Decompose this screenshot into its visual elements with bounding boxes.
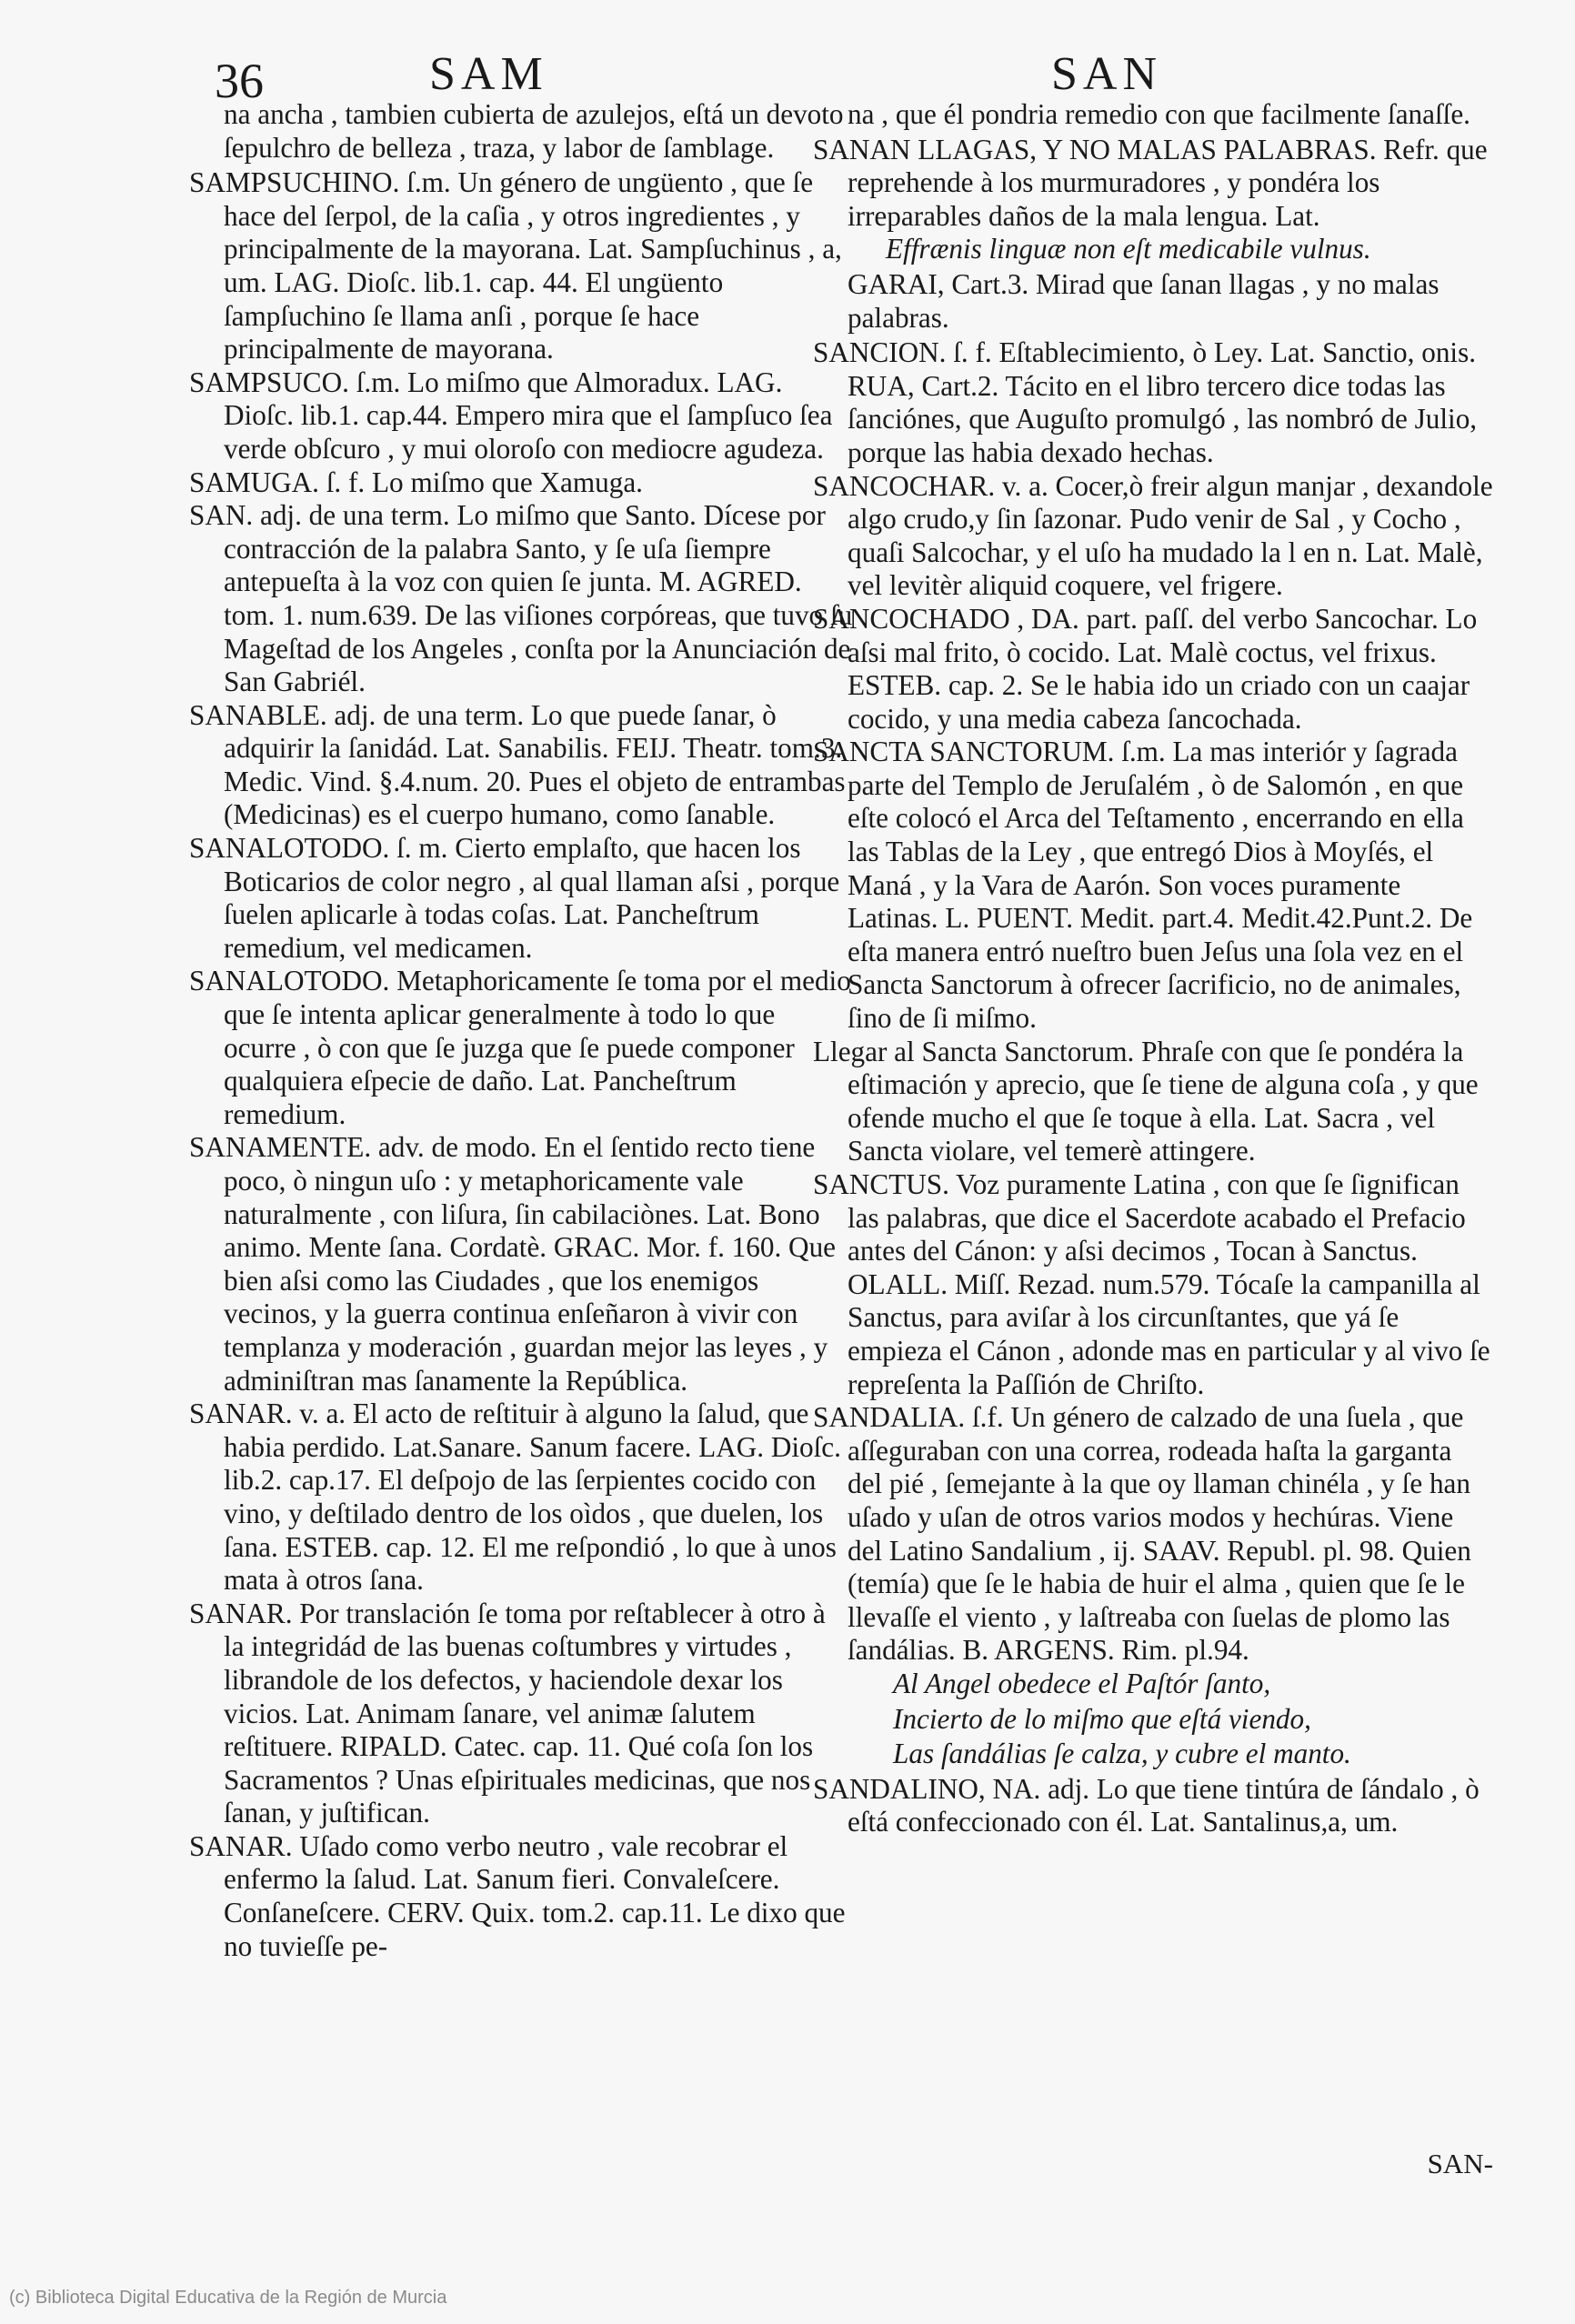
entry-sanable xyxy=(189,699,853,832)
catchword: SAN- xyxy=(1427,2148,1493,2179)
entry-sanar xyxy=(189,1397,853,1598)
entry-text: SANCOCHAR. v. a. Cocer,ò freir algun manjar , dexandole algo crudo,y ſin ſazonar. Pudo venir de Sal , y Cocho , quaſi Salcochar, y el uſo ha mudado la l en n. Lat. Malè, vel levitèr aliquid coquere, vel frigere. xyxy=(813,469,1493,602)
verse-line: Incierto de lo miſmo que eſtá viendo, xyxy=(893,1702,1311,1735)
entry-text: SANAR. Por translación ſe toma por reſtablecer à otro à la integridád de las buenas coſtumbres y virtudes , librandole de los defectos, y haciendole dexar los vicios. Lat. Animam ſanare, vel animæ ſalutem reſtituere. RIPALD. Catec. cap. 11. Qué coſa ſon los Sacramentos ? Unas eſpirituales medicinas, que nos ſanan, y juſtifican. xyxy=(189,1597,826,1829)
entry-sancochar xyxy=(813,470,1493,603)
citation: GARAI, Cart.3. Mirad que ſanan llagas , y no malas palabras. xyxy=(848,267,1440,334)
entry-text: SANCTA SANCTORUM. ſ.m. La mas interiór y ſagrada parte del Templo de Jeruſalém , ò de Salomón , en que eſte colocó el Arca del Teſtamento , encerrando en ella las Tablas de la Ley , que entregó Dios à Moyſés, el Maná , y la Vara de Aarón. Son voces puramente Latinas. L. PUENT. Medit. part.4. Medit.42.Punt.2. De eſta manera entró nueſtro buen Jeſus una ſola vez en el Sancta Sanctorum à ofrecer ſacrificio, no de animales, ſino de ſi miſmo. xyxy=(813,736,1473,1035)
entry-text: SANABLE. adj. de una term. Lo que puede ſanar, ò adquirir la ſanidád. Lat. Sanabilis. FEIJ. Theatr. tom.3. Medic. Vind. §.4.num. 20. Pues el objeto de entrambas (Medicinas) es el cuerpo humano, como ſanable. xyxy=(189,698,846,831)
entry-text: SANAR. v. a. El acto de reſtituir à alguno la ſalud, que habia perdido. Lat.Sanare. Sanum facere. LAG. Dioſc. lib.2. cap.17. El deſpojo de las ſerpientes cocido con vino, y deſtilado dentro de los oìdos , que duelen, los ſana. ESTEB. cap. 12. El me reſpondió , lo que à unos mata à otros ſana. xyxy=(189,1397,841,1597)
verse-line: Al Angel obedece el Paſtór ſanto, xyxy=(893,1667,1271,1699)
entry-sampsuco xyxy=(189,366,853,466)
entry-sanar-translacion xyxy=(189,1598,853,1830)
entry-sandalia xyxy=(813,1401,1493,1668)
entry-sampsuchino xyxy=(189,166,853,366)
entry-text: SAMUGA. ſ. f. Lo miſmo que Xamuga. xyxy=(189,466,643,498)
entry-text: SANCTUS. Voz puramente Latina , con que ſe ſignifican las palabras, que dice el Sacerdote acabado el Prefacio antes del Cánon: y aſsi decimos , Tocan à Sanctus. OLALL. Miſſ. Rezad. num.579. Tócaſe la campanilla al Sanctus, para aviſar à los circunſtantes, que yá ſe empieza el Cánon , adonde mas en particular y al vivo ſe repreſenta la Paſſión de Chriſto. xyxy=(813,1168,1490,1400)
entry-text: SANDALINO, NA. adj. Lo que tiene tintúra de ſándalo , ò eſtá confeccionado con él. Lat. Santalinus,a, um. xyxy=(813,1772,1480,1838)
page-number: 36 xyxy=(215,54,264,108)
entry-text: Llegar al Sancta Sanctorum. Phraſe con que ſe pondéra la eſtimación y aprecio, que ſe tiene de alguna coſa , y que ofende mucho el que ſe toque à ella. Lat. Sacra , vel Sancta violare, vel temerè attingere. xyxy=(813,1035,1479,1167)
running-head-left: SAM xyxy=(429,48,548,100)
left-column xyxy=(189,98,853,1963)
entry-san xyxy=(189,499,853,699)
entry-sanar-neutro xyxy=(189,1830,853,1963)
library-credit: (c) Biblioteca Digital Educativa de la Región de Murcia xyxy=(9,2288,447,2308)
entry-continuation: na ancha , tambien cubierta de azulejos, eſtá un devoto ſepulchro de belleza , traza, y labor de ſamblage. xyxy=(224,98,844,164)
entry-text: SANALOTODO. ſ. m. Cierto emplaſto, que hacen los Boticarios de color negro , al qual llaman aſsi , porque ſuelen aplicarle à todas coſas. Lat. Pancheſtrum remedium, vel medicamen. xyxy=(189,832,840,964)
entry-sancta-sanctorum xyxy=(813,736,1493,1035)
entry-sanamente xyxy=(189,1131,853,1397)
verse-line: Las ſandálias ſe calza, y cubre el manto. xyxy=(893,1738,1351,1770)
entry-samuga xyxy=(189,466,853,500)
latin-quote: Effrænis linguæ non eſt medicabile vulnus. xyxy=(886,233,1371,265)
entry-sancion xyxy=(813,336,1493,469)
entry-text: SANAN LLAGAS, Y NO MALAS PALABRAS. Refr. que reprehende à los murmuradores , y pondéra los irreparables daños de la mala lengua. Lat. xyxy=(813,133,1488,232)
entry-sanan-llagas xyxy=(813,134,1493,234)
entry-sancochado xyxy=(813,603,1493,736)
entry-sandalino xyxy=(813,1773,1493,1839)
entry-sanalotodo-metaphoric xyxy=(189,965,853,1131)
entry-text: SAMPSUCO. ſ.m. Lo miſmo que Almoradux. LAG. Dioſc. lib.1. cap.44. Empero mira que el ſampſuco ſea verde obſcuro , y mui oloroſo con mediocre agudeza. xyxy=(189,366,833,465)
entry-text: SANDALIA. ſ.f. Un género de calzado de una ſuela , que aſſeguraban con una correa, rodeada haſta la garganta del pié , ſemejante à la que oy llaman chinéla , y ſe han uſado y uſan de otros varios modos y hechúras. Viene del Latino Sandalium , ij. SAAV. Republ. pl. 98. Quien (temía) que ſe le habia de huir el alma , quien que ſe le llevaſſe el viento , y laſtreaba con ſuelas de plomo las ſandálias. B. ARGENS. Rim. pl.94. xyxy=(813,1401,1471,1667)
entry-text: SAMPSUCHINO. ſ.m. Un género de ungüento , que ſe hace del ſerpol, de la caſia , y otros ingredientes , y principalmente de la mayorana. Lat. Sampſuchinus , a, um. LAG. Dioſc. lib.1. cap. 44. El ungüento ſampſuchino ſe llama anſi , porque ſe hace principalmente de mayorana. xyxy=(189,166,842,366)
entry-text: SANAR. Uſado como verbo neutro , vale recobrar el enfermo la ſalud. Lat. Sanum fieri. Convaleſcere. Conſaneſcere. CERV. Quix. tom.2. cap.11. Le dixo que no tuvieſſe pe- xyxy=(189,1829,846,1962)
entry-text: SANALOTODO. Metaphoricamente ſe toma por el medio que ſe intenta aplicar generalmente à todo lo que ocurre , ò con que ſe juzga que ſe puede componer qualquiera eſpecie de daño. Lat. Pancheſtrum remedium. xyxy=(189,965,851,1130)
running-head-right: SAN xyxy=(1051,48,1163,100)
entry-sanctus xyxy=(813,1168,1493,1401)
entry-text: SAN. adj. de una term. Lo miſmo que Santo. Dícese por contracción de la palabra Santo, y ſe uſa ſiempre antepueſta à la voz con quien ſe junta. M. AGRED. tom. 1. num.639. De las viſiones corpóreas, que tuvo ſu Mageſtad de los Angeles , conſta por la Anunciación de San Gabriél. xyxy=(189,499,853,698)
entry-sanalotodo xyxy=(189,832,853,965)
entry-llegar-sancta xyxy=(813,1036,1493,1168)
entry-text: SANCOCHADO , DA. part. paſſ. del verbo Sancochar. Lo aſsi mal frito, ò cocido. Lat. Malè coctus, vel frixus. ESTEB. cap. 2. Se le habia ido un criado con un caajar cocido, y una media cabeza ſancochada. xyxy=(813,602,1478,735)
right-column xyxy=(813,98,1493,1839)
entry-text: SANCION. ſ. f. Eſtablecimiento, ò Ley. Lat. Sanctio, onis. RUA, Cart.2. Tácito en el libro tercero dice todas las ſanciónes, que Auguſto promulgó , las nombró de Julio, porque las habia dexado hechas. xyxy=(813,336,1478,468)
entry-text: SANAMENTE. adv. de modo. En el ſentido recto tiene poco, ò ningun uſo : y metaphoricamente vale naturalmente , con liſura, ſin cabilaciònes. Lat. Bono animo. Mente ſana. Cordatè. GRAC. Mor. f. 160. Que bien aſsi como las Ciudades , que los enemigos vecinos, y la guerra continua enſeñaron à vivir con templanza y moderación , guardan mejor las leyes , y adminiſtran mas ſanamente la República. xyxy=(189,1131,837,1397)
entry-continuation: na , que él pondria remedio con que facilmente ſanaſſe. xyxy=(848,98,1470,130)
